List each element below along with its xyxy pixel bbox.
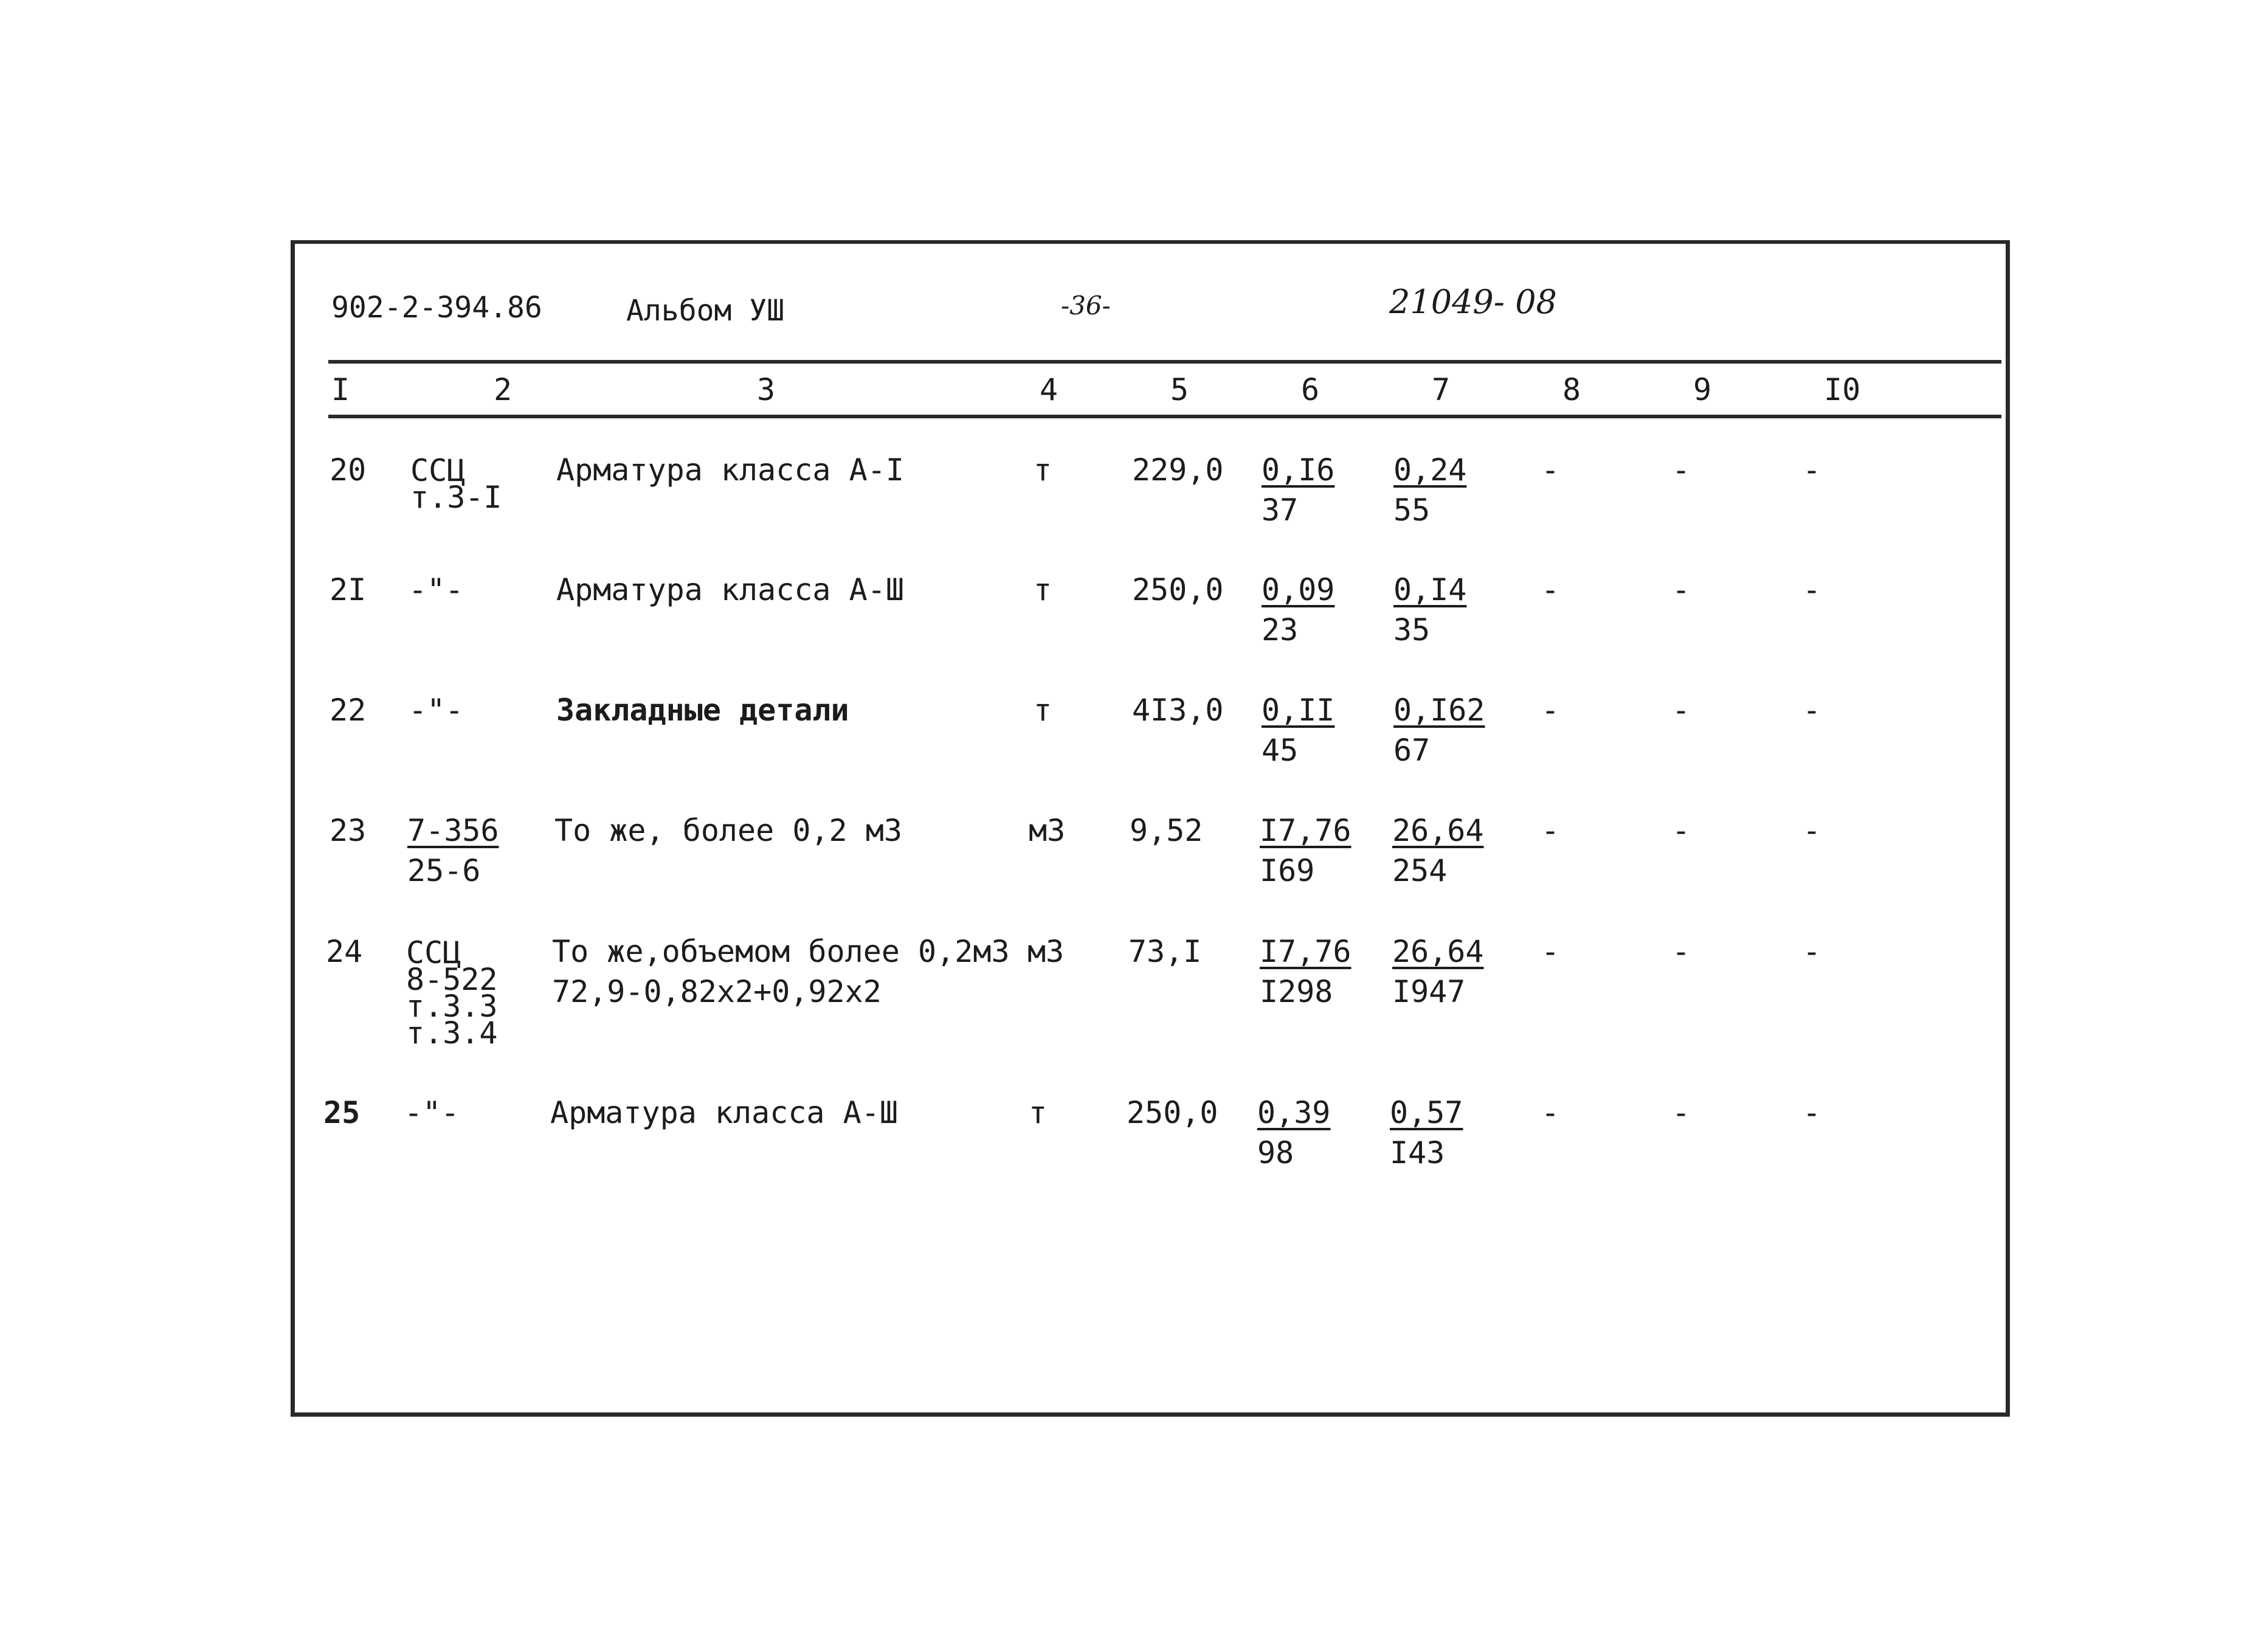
row-quantity: 250,0	[1132, 572, 1224, 607]
row-col9: -	[1672, 813, 1691, 848]
row-quantity: 229,0	[1132, 452, 1224, 488]
row-col7: $\frac{0,I62}{67}$	[1393, 693, 1485, 768]
row-col6: $\frac{I7,76}{I69}$	[1260, 813, 1351, 888]
row-unit: т	[1029, 1095, 1048, 1130]
column-number-6: 6	[1301, 372, 1320, 407]
row-col8: -	[1541, 693, 1560, 728]
row-col10: -	[1803, 693, 1821, 728]
row-col8: -	[1541, 934, 1560, 969]
row-name: Арматура класса А-I	[556, 452, 904, 488]
row-col7: $\frac{0,I4}{35}$	[1393, 572, 1467, 648]
header-rule-bottom	[328, 415, 2001, 418]
row-name: Закладные детали	[556, 693, 849, 728]
row-reference: ССЦ т.3-I	[410, 453, 502, 515]
row-quantity: 9,52	[1130, 813, 1203, 848]
row-col6: $\frac{I7,76}{I298}$	[1260, 934, 1351, 1009]
column-number-7: 7	[1432, 372, 1451, 407]
row-unit: м3	[1029, 813, 1066, 848]
header-rule-top	[328, 360, 2001, 364]
row-col7: $\frac{0,57}{I43}$	[1390, 1095, 1463, 1170]
row-reference: -"-	[409, 572, 464, 607]
row-col7: $\frac{26,64}{I947}$	[1392, 934, 1484, 1009]
column-number-10: I0	[1824, 372, 1861, 407]
row-col7: $\frac{0,24}{55}$	[1393, 452, 1467, 528]
row-reference: -"-	[404, 1095, 460, 1130]
document-number: 21049- 08	[1389, 283, 1557, 321]
row-name: То же,объемом более 0,2м3 72,9-0,82х2+0,92х2	[552, 934, 1010, 1009]
row-reference: $\frac{7-356}{25-6}$	[407, 813, 499, 888]
column-number-2: 2	[494, 372, 513, 407]
column-number-1: I	[331, 372, 350, 407]
row-col6: $\frac{0,09}{23}$	[1262, 572, 1335, 648]
row-col10: -	[1803, 1095, 1821, 1130]
row-number: 24	[326, 934, 363, 969]
row-col9: -	[1672, 693, 1691, 728]
column-number-4: 4	[1040, 372, 1058, 407]
row-number: 2I	[330, 572, 367, 607]
row-name: Арматура класса А-Ш	[556, 572, 904, 607]
row-col6: $\frac{0,I6}{37}$	[1262, 452, 1335, 528]
row-col9: -	[1672, 452, 1691, 488]
row-unit: т	[1034, 572, 1052, 607]
row-number: 22	[330, 693, 367, 728]
column-number-8: 8	[1562, 372, 1581, 407]
row-unit: т	[1034, 452, 1052, 488]
row-col10: -	[1803, 452, 1821, 488]
row-col9: -	[1672, 572, 1691, 607]
row-col9: -	[1672, 934, 1691, 969]
row-col8: -	[1541, 452, 1560, 488]
row-name: То же, более 0,2 м3	[554, 813, 902, 848]
column-number-3: 3	[757, 372, 776, 407]
row-col6: $\frac{0,39}{98}$	[1257, 1095, 1331, 1170]
row-quantity: 73,I	[1128, 934, 1202, 969]
row-col8: -	[1541, 813, 1560, 848]
album-label: Альбом УШ	[626, 294, 785, 328]
row-col8: -	[1541, 572, 1560, 607]
column-number-9: 9	[1693, 372, 1712, 407]
column-number-5: 5	[1170, 372, 1189, 407]
row-unit: т	[1034, 693, 1052, 728]
row-unit: м3	[1027, 934, 1065, 969]
row-number: 20	[330, 452, 367, 488]
doc-code: 902-2-394.86	[331, 291, 542, 325]
row-col10: -	[1803, 813, 1821, 848]
row-col10: -	[1803, 572, 1821, 607]
row-col8: -	[1541, 1095, 1560, 1130]
row-col7: $\frac{26,64}{254}$	[1392, 813, 1484, 888]
row-quantity: 4I3,0	[1132, 693, 1224, 728]
row-quantity: 250,0	[1127, 1095, 1218, 1130]
row-number: 25	[323, 1095, 361, 1130]
row-col10: -	[1803, 934, 1821, 969]
page-number: -36-	[1061, 291, 1111, 320]
row-number: 23	[330, 813, 367, 848]
row-name: Арматура класса А-Ш	[550, 1095, 898, 1130]
row-reference: ССЦ 8-522 т.3.3 т.3.4	[406, 935, 498, 1051]
row-reference: -"-	[409, 693, 464, 728]
row-col9: -	[1672, 1095, 1691, 1130]
row-col6: $\frac{0,II}{45}$	[1262, 693, 1335, 768]
